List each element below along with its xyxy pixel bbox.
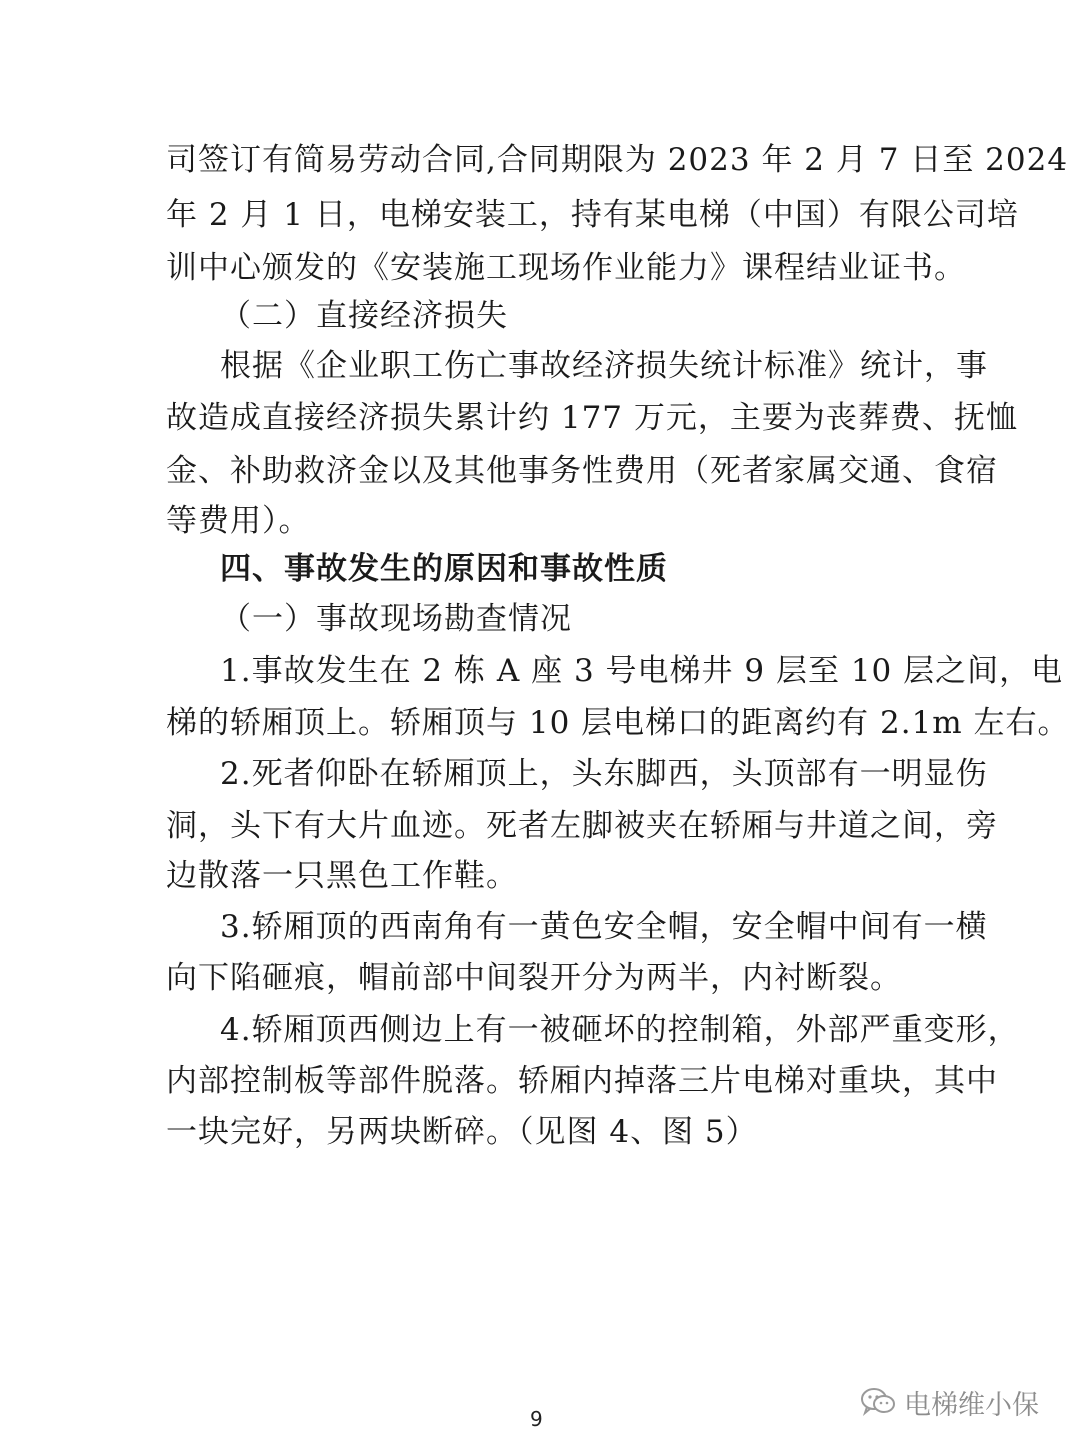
paragraph-line: 根据《企业职工伤亡事故经济损失统计标准》统计，事 <box>220 348 988 384</box>
paragraph-line: 金、补助救济金以及其他事务性费用（死者家属交通、食宿 <box>166 453 998 489</box>
paragraph-line: 一块完好，另两块断碎。（见图 4、图 5） <box>166 1114 758 1150</box>
paragraph-line: 3.轿厢顶的西南角有一黄色安全帽，安全帽中间有一横 <box>220 909 988 945</box>
paragraph-line: 向下陷砸痕，帽前部中间裂开分为两半，内衬断裂。 <box>166 960 902 996</box>
section-heading: （一）事故现场勘查情况 <box>220 601 572 637</box>
paragraph-line: 年 2 月 1 日，电梯安装工，持有某电梯（中国）有限公司培 <box>166 197 1019 233</box>
paragraph-line: 司签订有简易劳动合同,合同期限为 2023 年 2 月 7 日至 2024 <box>166 142 1069 178</box>
paragraph-line: 训中心颁发的《安装施工现场作业能力》课程结业证书。 <box>166 250 966 286</box>
paragraph-line: 内部控制板等部件脱落。轿厢内掉落三片电梯对重块，其中 <box>166 1063 998 1099</box>
paragraph-line: 梯的轿厢顶上。轿厢顶与 10 层电梯口的距离约有 2.1m 左右。 <box>166 705 1070 741</box>
paragraph-line: 4.轿厢顶西侧边上有一被砸坏的控制箱，外部严重变形， <box>220 1012 1020 1048</box>
chapter-heading: 四、事故发生的原因和事故性质 <box>220 551 668 587</box>
watermark-text: 电梯维小保 <box>904 1389 1039 1421</box>
paragraph-line: 2.死者仰卧在轿厢顶上，头东脚西，头顶部有一明显伤 <box>220 756 988 792</box>
paragraph-line: 1.事故发生在 2 栋 A 座 3 号电梯井 9 层至 10 层之间，电 <box>220 653 1064 689</box>
wechat-icon <box>860 1387 896 1417</box>
watermark <box>860 1382 1039 1422</box>
section-heading: （二）直接经济损失 <box>220 298 508 334</box>
paragraph-line: 边散落一只黑色工作鞋。 <box>166 858 518 894</box>
paragraph-line: 故造成直接经济损失累计约 177 万元，主要为丧葬费、抚恤 <box>166 400 1018 436</box>
paragraph-line: 洞，头下有大片血迹。死者左脚被夹在轿厢与井道之间，旁 <box>166 808 998 844</box>
paragraph-line: 等费用）。 <box>166 503 311 539</box>
page-number: 9 <box>530 1407 543 1431</box>
